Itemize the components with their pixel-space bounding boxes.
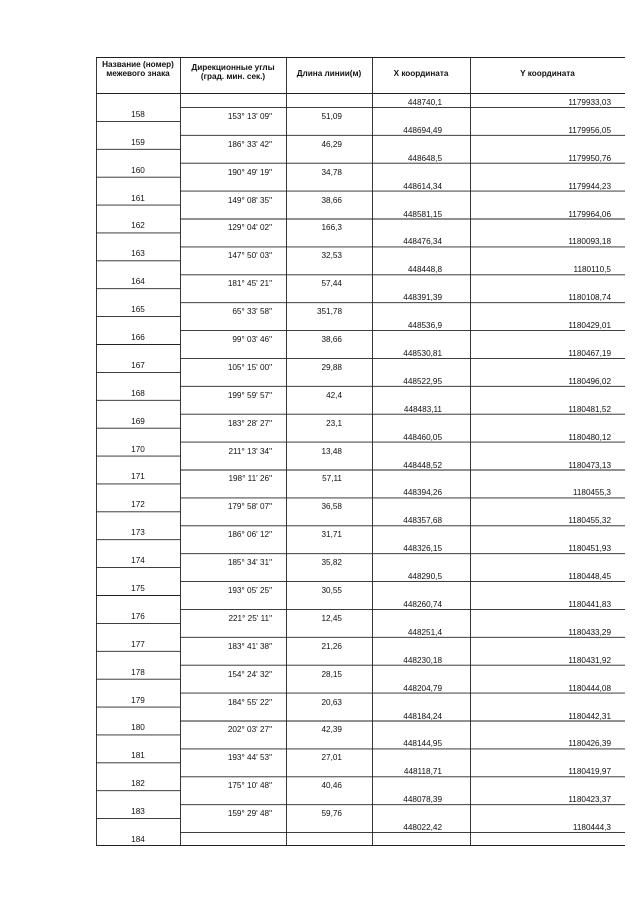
segment-length: 12,45	[321, 613, 342, 623]
segment-length: 166,3	[321, 223, 342, 233]
segment-angle: 147° 50' 03"	[227, 251, 272, 261]
point-name: 166	[131, 333, 145, 342]
point-y: 1180451,93	[568, 544, 611, 554]
point-x: 448357,68	[403, 516, 442, 526]
point-name: 175	[131, 584, 145, 593]
point-y: 1180444,3	[572, 823, 611, 833]
point-y: 1179950,76	[568, 153, 611, 163]
point-name: 178	[131, 667, 145, 677]
segment-length: 40,46	[321, 781, 342, 791]
segment-length: 38,66	[321, 335, 342, 344]
point-x: 448460,05	[403, 432, 442, 442]
segment-angle: 65° 33' 58"	[232, 307, 272, 317]
segment-length: 36,58	[321, 502, 342, 512]
header-length: Длина линии(м)	[296, 69, 362, 78]
point-x: 448326,15	[403, 544, 442, 554]
point-x: 448251,4	[407, 627, 442, 637]
point-y: 1180093,18	[568, 237, 611, 247]
point-y: 1180108,74	[568, 293, 611, 303]
segment-length: 42,4	[326, 390, 342, 400]
segment-length: 42,39	[321, 725, 342, 735]
segment-angle: 129° 04' 02"	[227, 223, 272, 233]
point-x: 448391,39	[403, 293, 442, 303]
segment-angle: 99° 03' 46"	[232, 335, 272, 344]
point-y: 1180467,19	[568, 348, 611, 358]
point-y: 1180419,97	[568, 767, 611, 777]
point-y: 1180455,32	[568, 516, 611, 526]
header-name: Название (номер) межевого знака	[102, 60, 174, 78]
point-y: 1180496,02	[568, 376, 611, 386]
point-y: 1180455,3	[572, 488, 611, 498]
point-x: 448448,52	[403, 460, 442, 470]
segment-angle: 190° 49' 19"	[227, 167, 272, 177]
segment-length: 31,71	[321, 530, 342, 540]
point-x: 448740,1	[407, 97, 442, 107]
segment-length: 29,88	[321, 362, 342, 372]
point-y: 1180433,29	[568, 627, 611, 637]
segment-length: 38,66	[321, 195, 342, 205]
segment-length: 32,53	[321, 251, 342, 261]
point-name: 164	[131, 277, 145, 287]
point-x: 448694,49	[403, 125, 442, 135]
point-x: 448614,34	[403, 181, 442, 191]
segment-length: 46,29	[321, 139, 342, 149]
point-name: 173	[131, 528, 145, 538]
point-name: 172	[131, 500, 145, 510]
point-y: 1180481,52	[568, 404, 611, 414]
segment-length: 351,78	[316, 307, 342, 317]
point-x: 448648,5	[407, 153, 442, 163]
header-angle: Дирекционные углы (град. мин. сек.)	[191, 63, 275, 81]
point-y: 1180110,5	[573, 265, 611, 275]
point-x: 448448,8	[407, 265, 442, 275]
point-y: 1180448,45	[568, 572, 611, 582]
point-y: 1180426,39	[568, 739, 611, 749]
point-name: 176	[131, 611, 145, 621]
segment-length: 23,1	[326, 418, 342, 428]
point-y: 1179944,23	[568, 181, 611, 191]
header-x: X координата	[393, 69, 449, 78]
point-name: 171	[131, 472, 145, 482]
point-name: 181	[131, 751, 145, 761]
point-y: 1179964,06	[568, 209, 611, 219]
segment-length: 59,76	[321, 809, 342, 819]
point-y: 1180431,92	[568, 655, 611, 665]
segment-angle: 184° 55' 22"	[227, 697, 272, 707]
point-name: 167	[131, 360, 145, 370]
point-x: 448476,34	[403, 237, 442, 247]
segment-length: 21,26	[321, 641, 342, 651]
point-name: 161	[131, 193, 145, 203]
segment-length: 28,15	[321, 669, 342, 679]
segment-angle: 198° 11' 26"	[228, 474, 272, 484]
point-x: 448522,95	[403, 376, 442, 386]
segment-angle: 181° 45' 21"	[227, 279, 272, 289]
point-name: 180	[131, 723, 145, 733]
segment-length: 35,82	[321, 558, 342, 568]
point-name: 169	[131, 416, 145, 426]
point-y: 1180429,01	[568, 321, 611, 331]
point-x: 448144,95	[403, 739, 442, 749]
segment-angle: 193° 44' 53"	[227, 753, 272, 763]
point-name: 179	[131, 695, 145, 705]
segment-angle: 185° 34' 31"	[227, 558, 272, 568]
segment-length: 51,09	[321, 111, 342, 121]
segment-angle: 105° 15' 00"	[227, 362, 272, 372]
point-name: 182	[131, 779, 145, 789]
segment-angle: 221° 25' 11"	[228, 613, 272, 623]
point-y: 1180441,83	[568, 599, 611, 609]
point-name: 158	[131, 109, 145, 119]
point-x: 448581,15	[403, 209, 442, 219]
point-x: 448394,26	[403, 488, 442, 498]
point-name: 177	[131, 639, 145, 649]
segment-length: 34,78	[321, 167, 342, 177]
point-y: 1180480,12	[568, 432, 611, 442]
segment-length: 13,48	[321, 446, 342, 456]
point-x: 448230,18	[403, 655, 442, 665]
segment-angle: 211° 13' 34"	[228, 446, 272, 456]
point-x: 448483,11	[403, 404, 442, 414]
segment-angle: 186° 06' 12"	[227, 530, 272, 540]
point-name: 159	[131, 137, 145, 147]
point-name: 163	[131, 249, 145, 259]
point-x: 448290,5	[407, 572, 442, 582]
point-name: 183	[131, 807, 145, 817]
segment-angle: 179° 58' 07"	[227, 502, 272, 512]
point-x: 448530,81	[403, 348, 442, 358]
point-name: 170	[131, 444, 145, 454]
point-name: 160	[131, 165, 145, 175]
point-name: 174	[131, 556, 145, 566]
point-x: 448184,24	[403, 711, 442, 721]
point-y: 1180444,08	[568, 683, 611, 693]
point-name: 165	[131, 305, 145, 315]
segment-length: 57,11	[322, 474, 342, 484]
segment-angle: 202° 03' 27"	[227, 725, 272, 735]
segment-angle: 153° 13' 09"	[227, 111, 272, 121]
point-y: 1180423,37	[568, 795, 611, 805]
segment-angle: 186° 33' 42"	[227, 139, 272, 149]
segment-angle: 193° 05' 25"	[227, 586, 272, 595]
segment-length: 20,63	[321, 697, 342, 707]
point-x: 448260,74	[403, 599, 442, 609]
point-y: 1179956,05	[568, 125, 611, 135]
segment-angle: 175° 10' 48"	[227, 781, 272, 791]
point-x: 448118,71	[403, 767, 442, 777]
point-y: 1180442,31	[568, 711, 611, 721]
point-y: 1179933,03	[568, 97, 611, 107]
segment-angle: 154° 24' 32"	[227, 669, 272, 679]
point-x: 448022,42	[403, 823, 442, 833]
segment-length: 27,01	[321, 753, 342, 763]
point-x: 448204,79	[403, 683, 442, 693]
segment-angle: 159° 29' 48"	[227, 809, 272, 819]
segment-angle: 199° 59' 57"	[227, 390, 272, 400]
segment-angle: 183° 41' 38"	[227, 641, 272, 651]
point-name: 168	[131, 388, 145, 398]
point-x: 448078,39	[403, 795, 442, 805]
point-name: 184	[131, 835, 145, 844]
segment-angle: 149° 08' 35"	[227, 195, 272, 205]
segment-length: 57,44	[321, 279, 342, 289]
boundary-coordinates-table	[96, 57, 625, 846]
point-name: 162	[131, 221, 145, 231]
header-y: Y координата	[520, 69, 575, 78]
point-y: 1180473,13	[568, 460, 611, 470]
segment-angle: 183° 28' 27"	[227, 418, 272, 428]
point-x: 448536,9	[407, 321, 442, 331]
segment-length: 30,55	[321, 586, 342, 595]
